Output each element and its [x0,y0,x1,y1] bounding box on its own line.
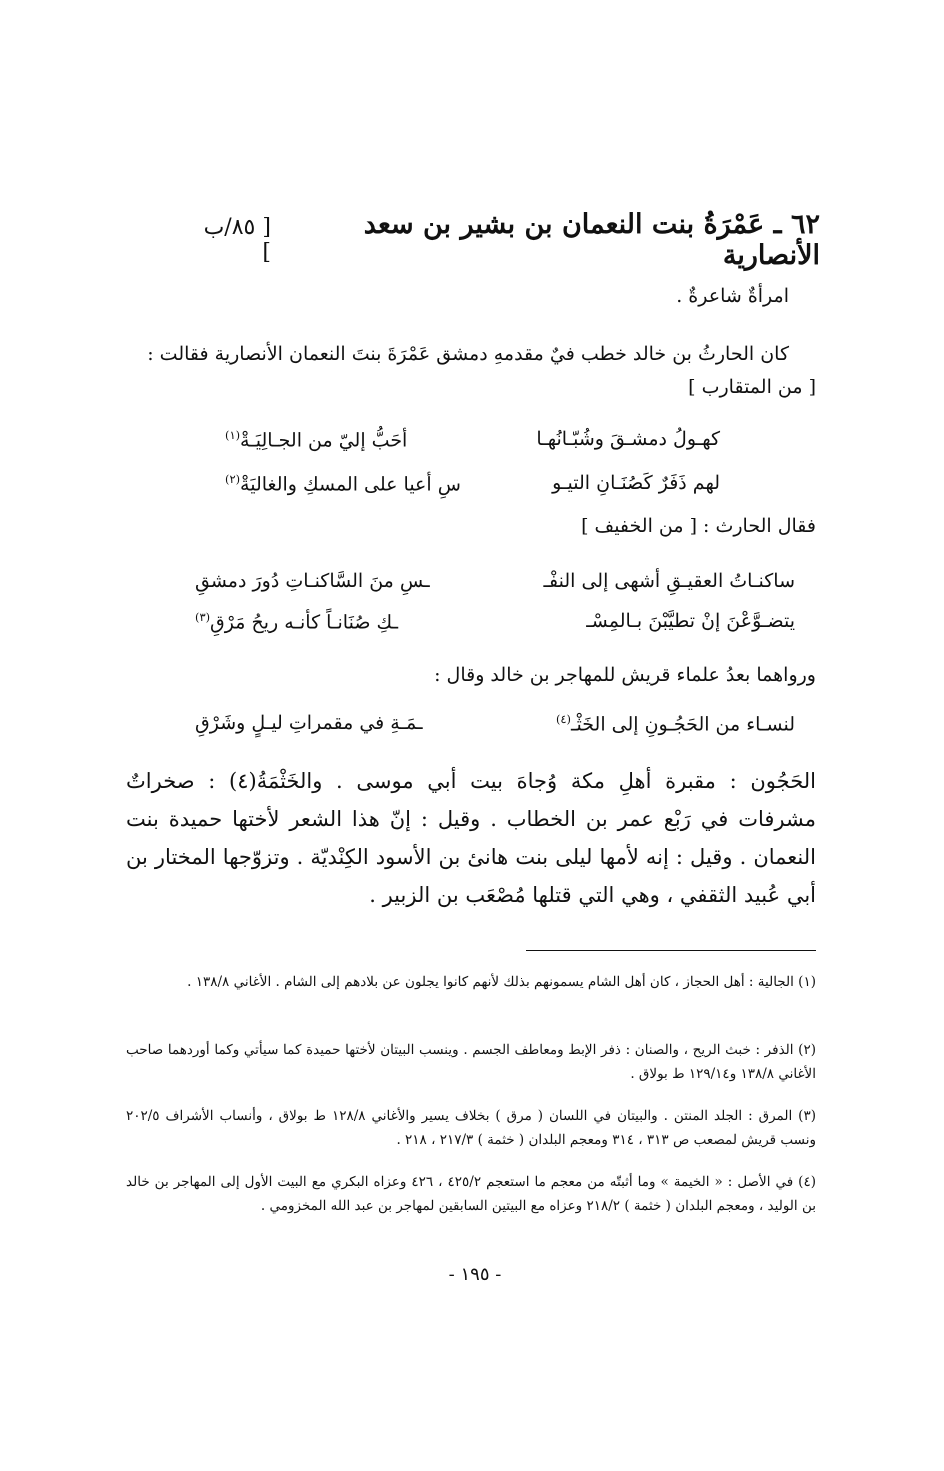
verse-text: ـكِ صُنَانـاً كأنـه ريحُ مَرْقِ [210,611,399,634]
footnote-separator [526,950,816,951]
intro-line-2: فقال الحارث : [ من الخفيف ] [581,515,816,537]
meter-label-1: [ من المتقارب ] [688,376,816,398]
verse-first-hemistich [556,712,795,735]
folio-reference: [ ٨٥/ب ] [203,215,271,265]
footnote-2: (٢) الذفر : خبث الريح ، والصنان : ذفر الإبط ومعاطف الجسم . وينسب البيتان لأختها حميدة كما سيأتي وكما أوردهما صاحب الأغاني ١٣٨/٨ و١٢٩/١٤ ط بولاق . [126,1042,816,1082]
intro-line-3: ورواهما بعدُ علماء قريش للمهاجر بن خالد وقال : [434,664,816,686]
footnote-marker: (٣) [195,610,211,624]
paragraph-1-text: كان الحارثُ بن خالد خطب فيٌ مقدمهِ دمشق عَمْرَةَ بنتَ النعمان الأنصارية فقالت : [147,343,789,365]
page-number: - ١٩٥ - [448,1264,502,1285]
verse-first-hemistich: لهم ذَفَرٌ كَصُنَـانِ التيـو [552,472,720,494]
verse-text: ـسِ منَ السَّاكنـاتِ دُورَ دمشقِ [195,570,430,592]
commentary-paragraph: الحَجُون : مقبرة أهلِ مكة وُجاهَ بيت أبي موسى . والخَثْمَةُ(٤) : صخراتٌ مشرفات في رَبْع عمر بن الخطاب . وقيل : إنّ هذا الشعر لأختها حميدة بنت النعمان . وقيل : إنه لأمها ليلى بنت هانئ بن الأسود الكِنْديّة . وتزوّجها المختار بن أبي عُبيد الثقفي ، وهي التي قتلها مُصْعَب بن الزبير . [126,769,816,907]
verse-second-hemistich [195,570,430,592]
verse-text: سِ أعيا على المسكِ والغاليَةْ [240,473,461,496]
verse-second-hemistich [225,472,461,495]
verse-second-hemistich: ـمَـةِ في مقمراتِ ليـلٍ وشَرْقِ [195,712,423,734]
verse-line [150,472,750,506]
paragraph-1 [126,338,816,404]
verse-line [195,610,795,644]
verse-first-hemistich: يتضـوَّعْنَ إنْ تطيَّبْنَ بـالمِسْـ [586,610,795,632]
intro-line: امرأةٌ شاعرةٌ . [676,285,789,307]
footnote-marker: (١) [225,428,241,442]
verse-line [195,712,795,746]
verse-line [195,570,795,604]
verse-first-hemistich: ساكنـاتُ العقيـقِ أشهى إلى النفْـ [543,570,795,592]
footnote-3: (٣) المرق : الجلد المنتن . والبيتان في اللسان ( مرق ) بخلاف يسير والأغاني ١٢٨/٨ ط بولاق ، وأنساب الأشراف ٢٠٢/٥ ونسب قريش لمصعب ص ٣١٣ ، ٣١٤ ومعجم البلدان ( خثمة ) ٢١٧/٣ ، ٢١٨ . [126,1108,816,1148]
verse-second-hemistich [195,610,398,633]
footnote-1: (١) الجالية : أهل الحجاز ، كان أهل الشام يسمونهم بذلك لأنهم كانوا يجلون عن بلادهم إلى الشام . الأغاني ١٣٨/٨ . [187,974,816,990]
verse-second-hemistich [225,428,407,451]
verse-text: أحَبُّ إليّ من الجـالِيَـةْ [240,429,408,452]
entry-heading [190,209,820,271]
verse-text: لنسـاء من الحَجُـونِ إلى الخَثْـ [570,713,795,736]
verse-first-hemistich: كهـولُ دمشـقَ وشُبّـانُهـا [536,428,720,450]
footnote-4: (٤) في الأصل : « الخيمة » وما أثبتّه من معجم ما استعجم ٤٢٥/٢ ، ٤٢٦ وعزاه البكري مع البيت الأول إلى المهاجر بن خالد بن الوليد ، ومعجم البلدان ( خثمة ) ٢١٨/٢ وعزاه مع البيتين السابقين لمهاجر بن عبد الله المخزومي . [126,1174,816,1214]
footnote-marker: (٢) [225,472,241,486]
verse-line [150,428,750,462]
footnote-marker: (٤) [555,712,571,726]
entry-title: ٦٢ ـ عَمْرَةُ بنت النعمان بن بشير بن سعد الأنصارية [363,209,820,271]
